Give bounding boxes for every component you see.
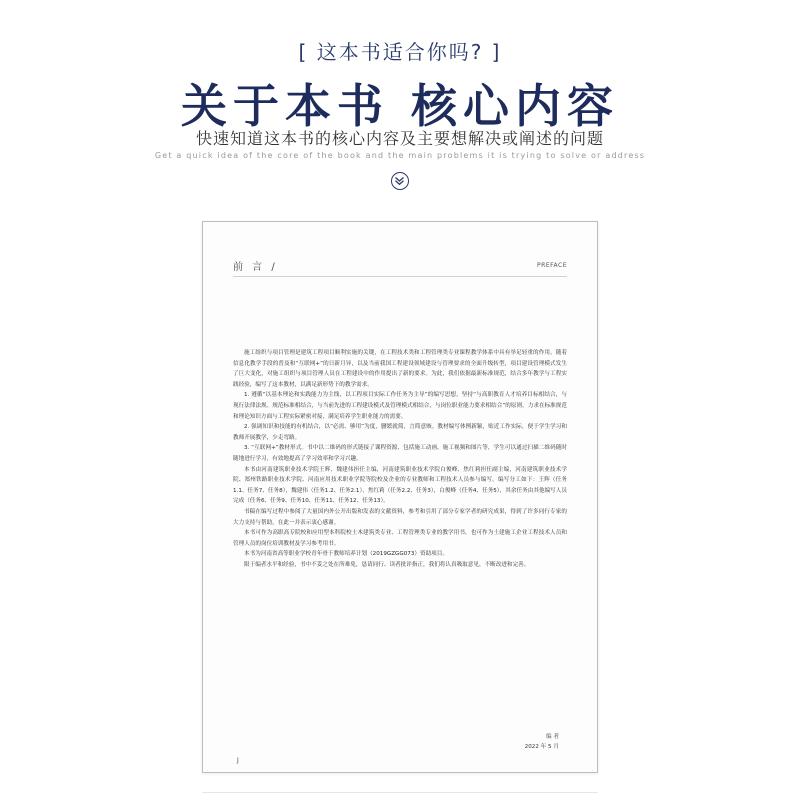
suitability-badge: [ 这本书适合你吗? ]	[298, 40, 502, 64]
page-subtitle-en: Get a quick idea of the core of the book and the main problems it is trying to solve or address	[154, 151, 646, 160]
preface-paragraph: 本书可作为高职高专院校和应用型本科院校土木建筑类专业、工程管理类专业的教学用书，也可作为土建施工企业工程技术人员和管理人员的岗位培训教材及学习参考用书。	[233, 530, 567, 547]
next-page-edge	[202, 792, 598, 793]
preface-paragraph: 施工组织与项目管理是建筑工程项目顺利实施的关键，在工程技术类和工程管理类专业课程教学体系中具有举足轻重的作用。随着信息化教学手段的普及和“互联网+”的日新月异，以及当前我国工程建设领域建设与管理要求的全面升级转型，项目建设管理模式发生了巨大变化，对施工组织与项目管理人员在工程建设中的作用提出了新的要求。为此，我们依据最新标准规范，结合多年教学与工程实践经验，编写了这本教材，以满足新形势下的教学需求。	[233, 350, 567, 388]
preface-body	[233, 348, 567, 570]
preface-page	[202, 221, 598, 773]
preface-paragraph: 本书为河南省高等职业学校青年骨干教师培养计划（2019GZGG073）资助项目。	[244, 551, 448, 558]
page-subtitle: 快速知道这本书的核心内容及主要想解决或阐述的问题	[195, 129, 604, 148]
preface-paragraph: 限于编者水平和经验，书中不妥之处在所难免，恳请同行、读者批评指正，我们将认真吸取意见，不断改进和完善。	[244, 561, 530, 568]
preface-paragraph: 书稿在编写过程中参阅了大量国内外公开出版和发表的文献资料，参考和引用了部分专家学者的研究成果，得到了许多同行专家的大力支持与帮助，在此一并表示衷心感谢。	[233, 508, 567, 526]
chevron-down-icon[interactable]	[391, 172, 409, 190]
preface-signature-block	[525, 732, 559, 752]
preface-signature: 编 者	[546, 734, 559, 740]
preface-paragraph: 本书由河南建筑职业技术学院王辉、魏建伟担任主编，河南建筑职业技术学院白俊峰、焦红莉担任副主编，河南建筑职业技术学院、郑州铁路职业技术学院、河南应用技术职业学院等院校及企业的专业教师和工程技术人员参与编写。编写分工如下：王辉（任务1.1、任务7、任务8），魏建伟（任务1.2、任务2.1），焦红莉（任务2.2、任务3），白俊峰（任务4、任务5），其余任务由其他编写人员完成（任务6、任务9、任务10、任务11、任务12、任务13）。	[233, 466, 567, 505]
preface-paragraph: 2. 强调知识和技能的有机结合，以“必需、够用”为度，删繁就简，言简意赅。教材编写体例新颖，贴近工作实际，便于学生学习和教师开展教学，少走弯路。	[233, 424, 567, 441]
preface-paragraph: 3. “互联网+”教材形式。书中以二维码的形式链接了课程资源，包括施工动画、施工视频和图片等，学生可以通过扫描二维码随时随地进行学习，有效地提高了学习效率和学习兴趣。	[233, 445, 567, 462]
heading-divider	[233, 276, 567, 277]
page-number: J	[237, 757, 239, 764]
preface-paragraph: 1. 遵循“以基本理论和实践能力为主线，以工程项目实际工作任务为主导”的编写思想，坚持“与高职教育人才培养目标相结合，与现行法律法规、规范标准相结合，与当前先进的工程建设模式及管理模式相结合，与岗位职业能力要求相结合”的原则，力求在标准规范和理论知识方面与工程实际紧密对接，满足培养学生职业能力的需要。	[233, 392, 567, 420]
book-intro-header	[0, 0, 800, 215]
page-title: 关于本书 核心内容	[180, 79, 619, 133]
preface-heading-en: PREFACE	[537, 262, 567, 269]
preface-date: 2022 年 5 月	[524, 744, 559, 750]
preface-heading: 前 言 /	[233, 262, 278, 273]
